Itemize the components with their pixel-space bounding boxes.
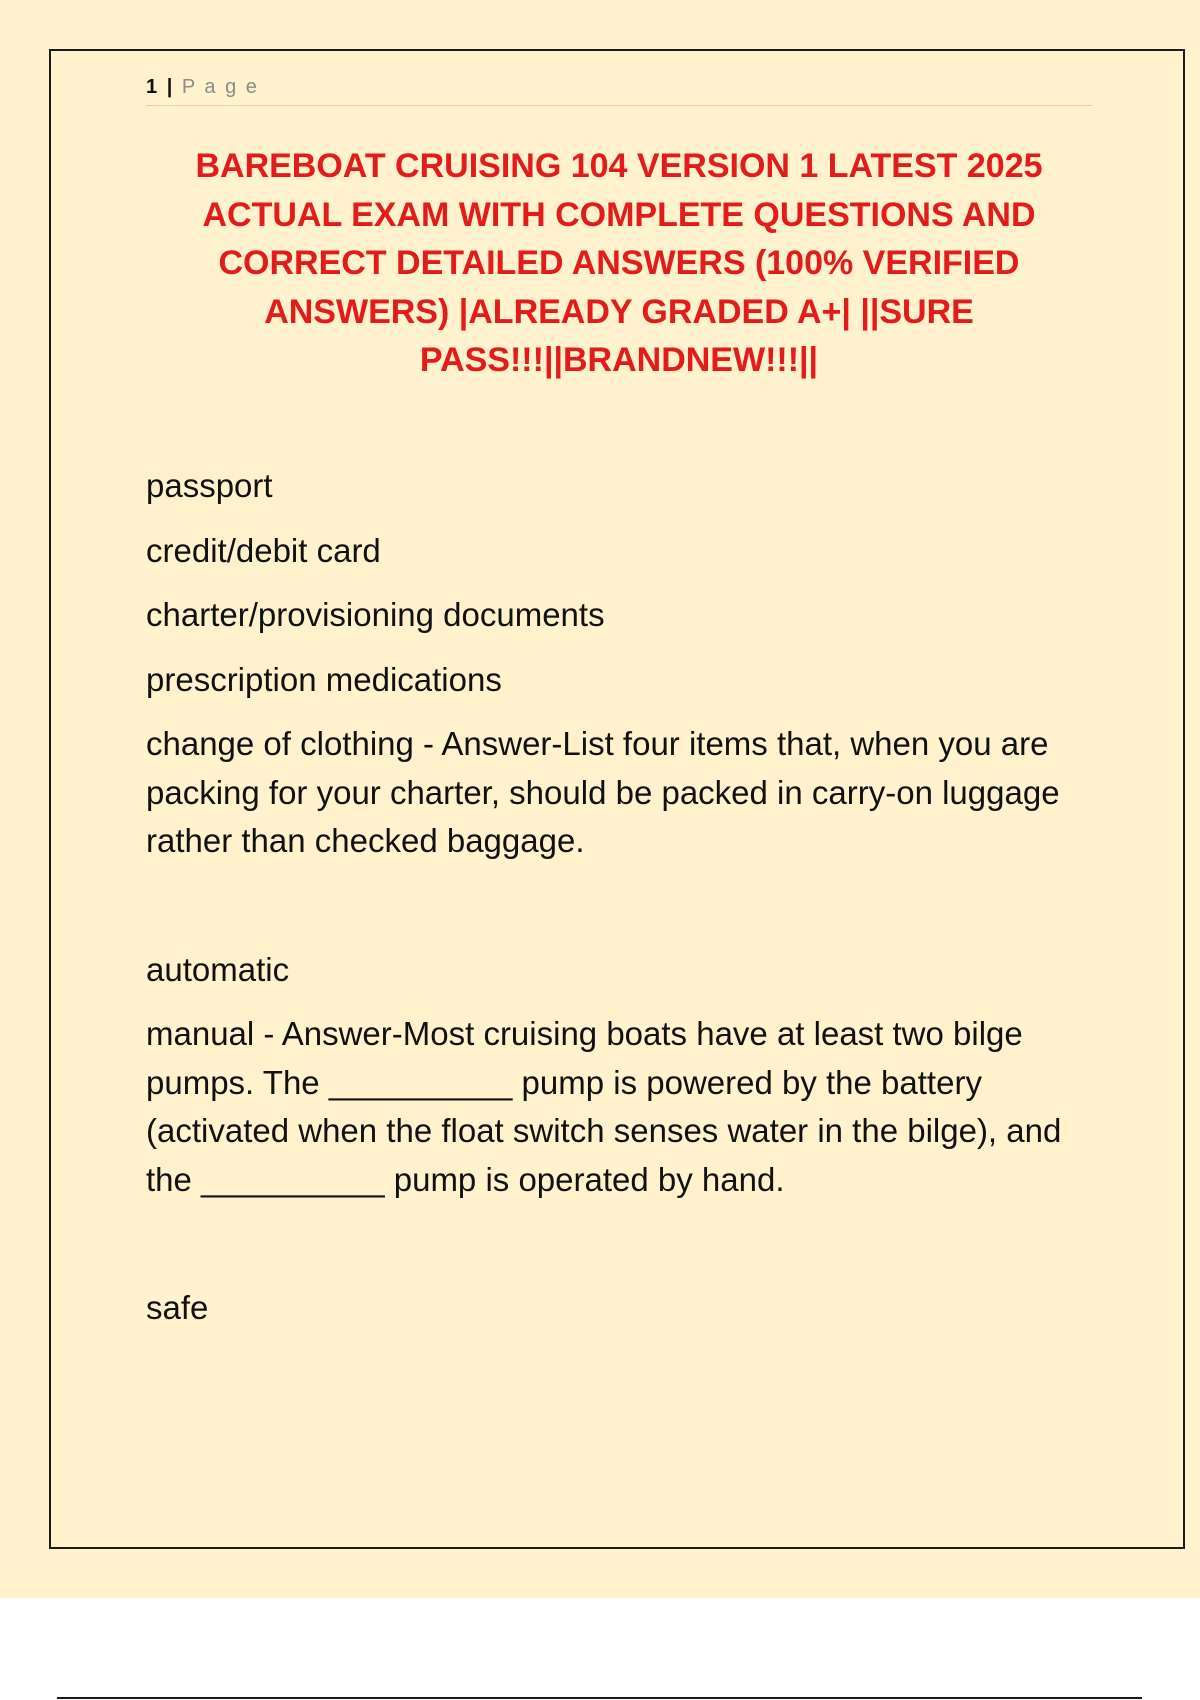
page-number: 1 (146, 76, 160, 98)
bottom-rule (57, 1697, 1142, 1699)
question-answer-block: change of clothing - Answer-List four items that, when you are packing for your charter, should be packed in carry-on luggage rather than checked baggage. (146, 725, 1060, 859)
page-separator: | (166, 76, 175, 98)
document-body (146, 462, 1096, 1349)
answer-line: automatic (146, 950, 290, 988)
document-title: BAREBOAT CRUISING 104 VERSION 1 LATEST 2025 ACTUAL EXAM WITH COMPLETE QUESTIONS AND CORRECT DETAILED ANSWERS (100% VERIFIED ANSWERS) |ALREADY GRADED A+| ||SURE PASS!!!||BRANDNEW!!!|| (195, 147, 1043, 379)
answer-line: safe (146, 1289, 209, 1326)
answer-line: credit/debit card (146, 531, 381, 569)
answer-line: charter/provisioning documents (146, 596, 605, 633)
question-answer-block: manual - Answer-Most cruising boats have at least two bilge pumps. The __________ pump is powered by the battery (activated when the float switch senses water in the bilge), and the __________ pump is operated by hand. (146, 1015, 1062, 1198)
page-label: P a g e (181, 76, 259, 98)
answer-line: prescription medications (146, 660, 502, 698)
answer-line: passport (146, 467, 273, 504)
page-header (146, 72, 1092, 106)
